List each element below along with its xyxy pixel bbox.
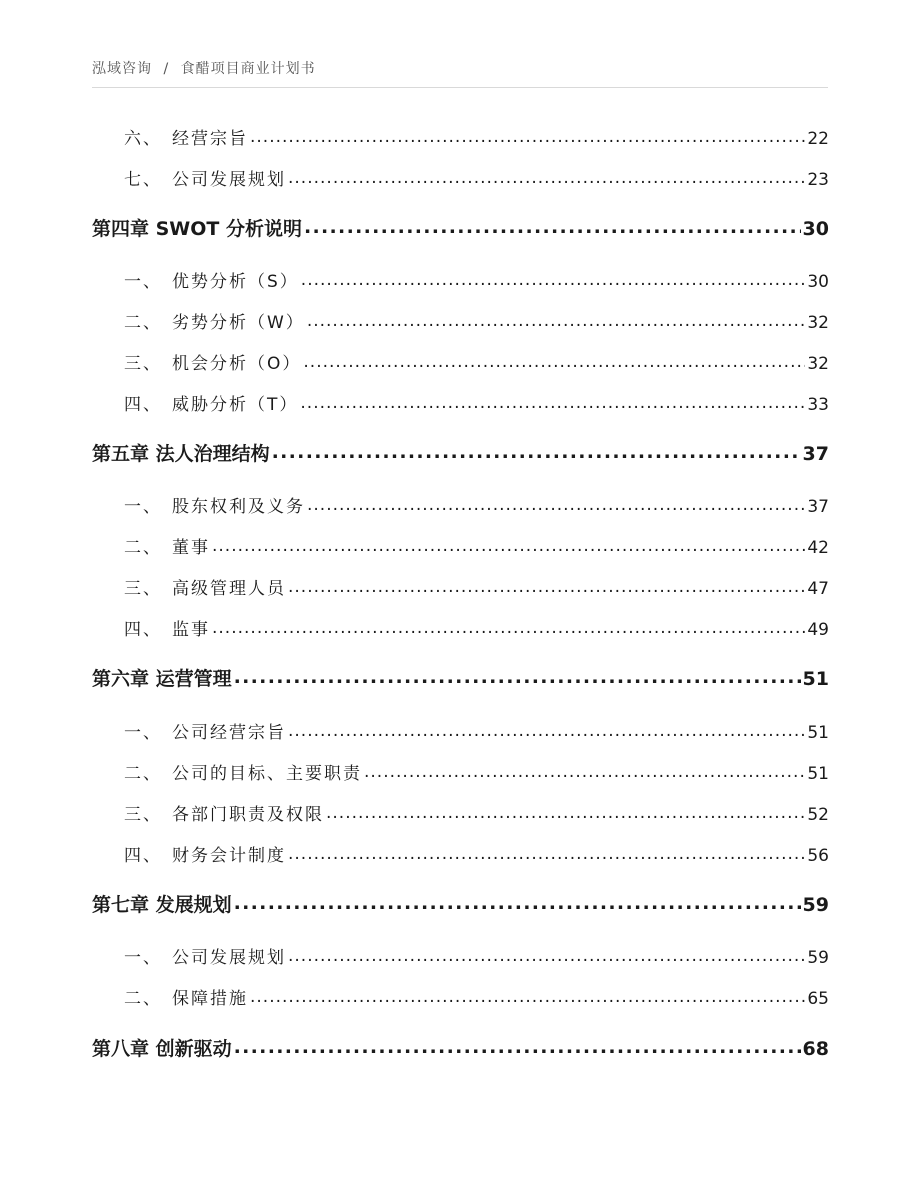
toc-page-number: 33 <box>807 395 829 415</box>
toc-leader-dots <box>307 311 806 328</box>
toc-entry-section[interactable] <box>92 165 829 189</box>
toc-leader-dots <box>288 168 805 185</box>
toc-page-number: 68 <box>802 1038 829 1060</box>
toc-entry-chapter[interactable] <box>92 214 829 242</box>
toc-page-number: 65 <box>807 989 829 1009</box>
toc-page-number: 32 <box>807 313 829 333</box>
header-divider <box>92 87 828 88</box>
toc-entry-section[interactable] <box>92 718 829 742</box>
toc-entry-title: 公司发展规划 <box>172 948 286 968</box>
toc-leader-dots <box>326 803 805 820</box>
toc-leader-dots <box>212 536 805 553</box>
toc-section-number: 四、 <box>124 846 162 866</box>
toc-leader-dots <box>212 618 805 635</box>
toc-entry-title: 董事 <box>172 538 210 558</box>
toc-entry-title: 经营宗旨 <box>172 129 248 149</box>
toc-entry-title: 公司经营宗旨 <box>172 723 286 743</box>
toc-entry-title: 机会分析（O） <box>172 354 302 374</box>
toc-entry-title: 财务会计制度 <box>172 846 286 866</box>
toc-leader-dots <box>307 495 805 512</box>
toc-entry-title: 股东权利及义务 <box>172 497 305 517</box>
toc-entry-section[interactable] <box>92 390 829 414</box>
toc-entry-title: 保障措施 <box>172 989 248 1009</box>
toc-leader-dots <box>288 577 805 594</box>
toc-section-number: 一、 <box>124 497 162 517</box>
toc-entry-section[interactable] <box>92 943 829 967</box>
toc-section-number: 二、 <box>124 313 162 333</box>
running-header <box>92 58 316 82</box>
toc-entry-title: 威胁分析（T） <box>172 395 299 415</box>
toc-section-number: 七、 <box>124 170 162 190</box>
toc-entry-title: 优势分析（S） <box>172 272 299 292</box>
toc-leader-dots <box>250 127 805 144</box>
toc-section-number: 四、 <box>124 395 162 415</box>
toc-leader-dots <box>288 946 805 963</box>
header-company: 泓域咨询 <box>92 61 152 77</box>
toc-page-number: 59 <box>807 948 829 968</box>
toc-leader-dots <box>288 844 805 861</box>
toc-entry-title: 公司的目标、主要职责 <box>172 764 362 784</box>
toc-leader-dots <box>234 666 801 685</box>
toc-leader-dots <box>364 762 805 779</box>
header-doc-title: 食醋项目商业计划书 <box>180 61 316 77</box>
toc-page-number: 56 <box>807 846 829 866</box>
toc-entry-section[interactable] <box>92 984 829 1008</box>
toc-entry-chapter[interactable] <box>92 1034 829 1062</box>
toc-section-number: 一、 <box>124 723 162 743</box>
toc-leader-dots <box>250 987 805 1004</box>
toc-entry-section[interactable] <box>92 267 829 291</box>
toc-leader-dots <box>300 393 805 410</box>
toc-leader-dots <box>234 892 801 911</box>
toc-page-number: 47 <box>807 579 829 599</box>
toc-chapter-title: 第六章 运营管理 <box>92 668 232 690</box>
toc-section-number: 六、 <box>124 129 162 149</box>
toc-page-number: 32 <box>807 354 829 374</box>
toc-entry-title: 监事 <box>172 620 210 640</box>
toc-entry-chapter[interactable] <box>92 890 829 918</box>
toc-chapter-title: 第八章 创新驱动 <box>92 1038 232 1060</box>
toc-leader-dots <box>234 1036 801 1055</box>
toc-page-number: 37 <box>807 497 829 517</box>
toc-leader-dots <box>304 216 801 235</box>
toc-section-number: 四、 <box>124 620 162 640</box>
toc-section-number: 一、 <box>124 948 162 968</box>
toc-section-number: 二、 <box>124 538 162 558</box>
toc-entry-section[interactable] <box>92 533 829 557</box>
toc-entry-section[interactable] <box>92 615 829 639</box>
toc-entry-chapter[interactable] <box>92 439 829 467</box>
toc-page-number: 37 <box>802 443 829 465</box>
toc-entry-section[interactable] <box>92 800 829 824</box>
toc-chapter-title: 第七章 发展规划 <box>92 894 232 916</box>
toc-entry-section[interactable] <box>92 124 829 148</box>
toc-entry-title: 高级管理人员 <box>172 579 286 599</box>
toc-page-number: 23 <box>807 170 829 190</box>
toc-chapter-title: 第四章 SWOT 分析说明 <box>92 218 302 240</box>
toc-leader-dots <box>288 721 805 738</box>
toc-entry-section[interactable] <box>92 841 829 865</box>
toc-entry-title: 各部门职责及权限 <box>172 805 324 825</box>
toc-page-number: 42 <box>807 538 829 558</box>
toc-leader-dots <box>272 441 801 460</box>
toc-entry-title: 公司发展规划 <box>172 170 286 190</box>
toc-entry-section[interactable] <box>92 492 829 516</box>
toc-page-number: 51 <box>807 764 829 784</box>
toc-section-number: 三、 <box>124 354 162 374</box>
toc-entry-title: 劣势分析（W） <box>172 313 305 333</box>
toc-section-number: 二、 <box>124 764 162 784</box>
toc-page-number: 49 <box>807 620 829 640</box>
toc-entry-section[interactable] <box>92 349 829 373</box>
toc-section-number: 二、 <box>124 989 162 1009</box>
toc-page-number: 30 <box>802 218 829 240</box>
toc-page-number: 30 <box>807 272 829 292</box>
toc-page-number: 52 <box>807 805 829 825</box>
toc-entry-chapter[interactable] <box>92 664 829 692</box>
toc-entry-section[interactable] <box>92 574 829 598</box>
toc-entry-section[interactable] <box>92 308 829 332</box>
toc-page-number: 22 <box>807 129 829 149</box>
toc-page-number: 51 <box>802 668 829 690</box>
toc-section-number: 一、 <box>124 272 162 292</box>
toc-section-number: 三、 <box>124 805 162 825</box>
toc-entry-section[interactable] <box>92 759 829 783</box>
header-separator: / <box>163 61 170 77</box>
toc-section-number: 三、 <box>124 579 162 599</box>
toc-leader-dots <box>301 270 806 287</box>
toc-leader-dots <box>303 352 805 369</box>
toc-page-number: 59 <box>802 894 829 916</box>
toc-chapter-title: 第五章 法人治理结构 <box>92 443 270 465</box>
toc-page-number: 51 <box>807 723 829 743</box>
